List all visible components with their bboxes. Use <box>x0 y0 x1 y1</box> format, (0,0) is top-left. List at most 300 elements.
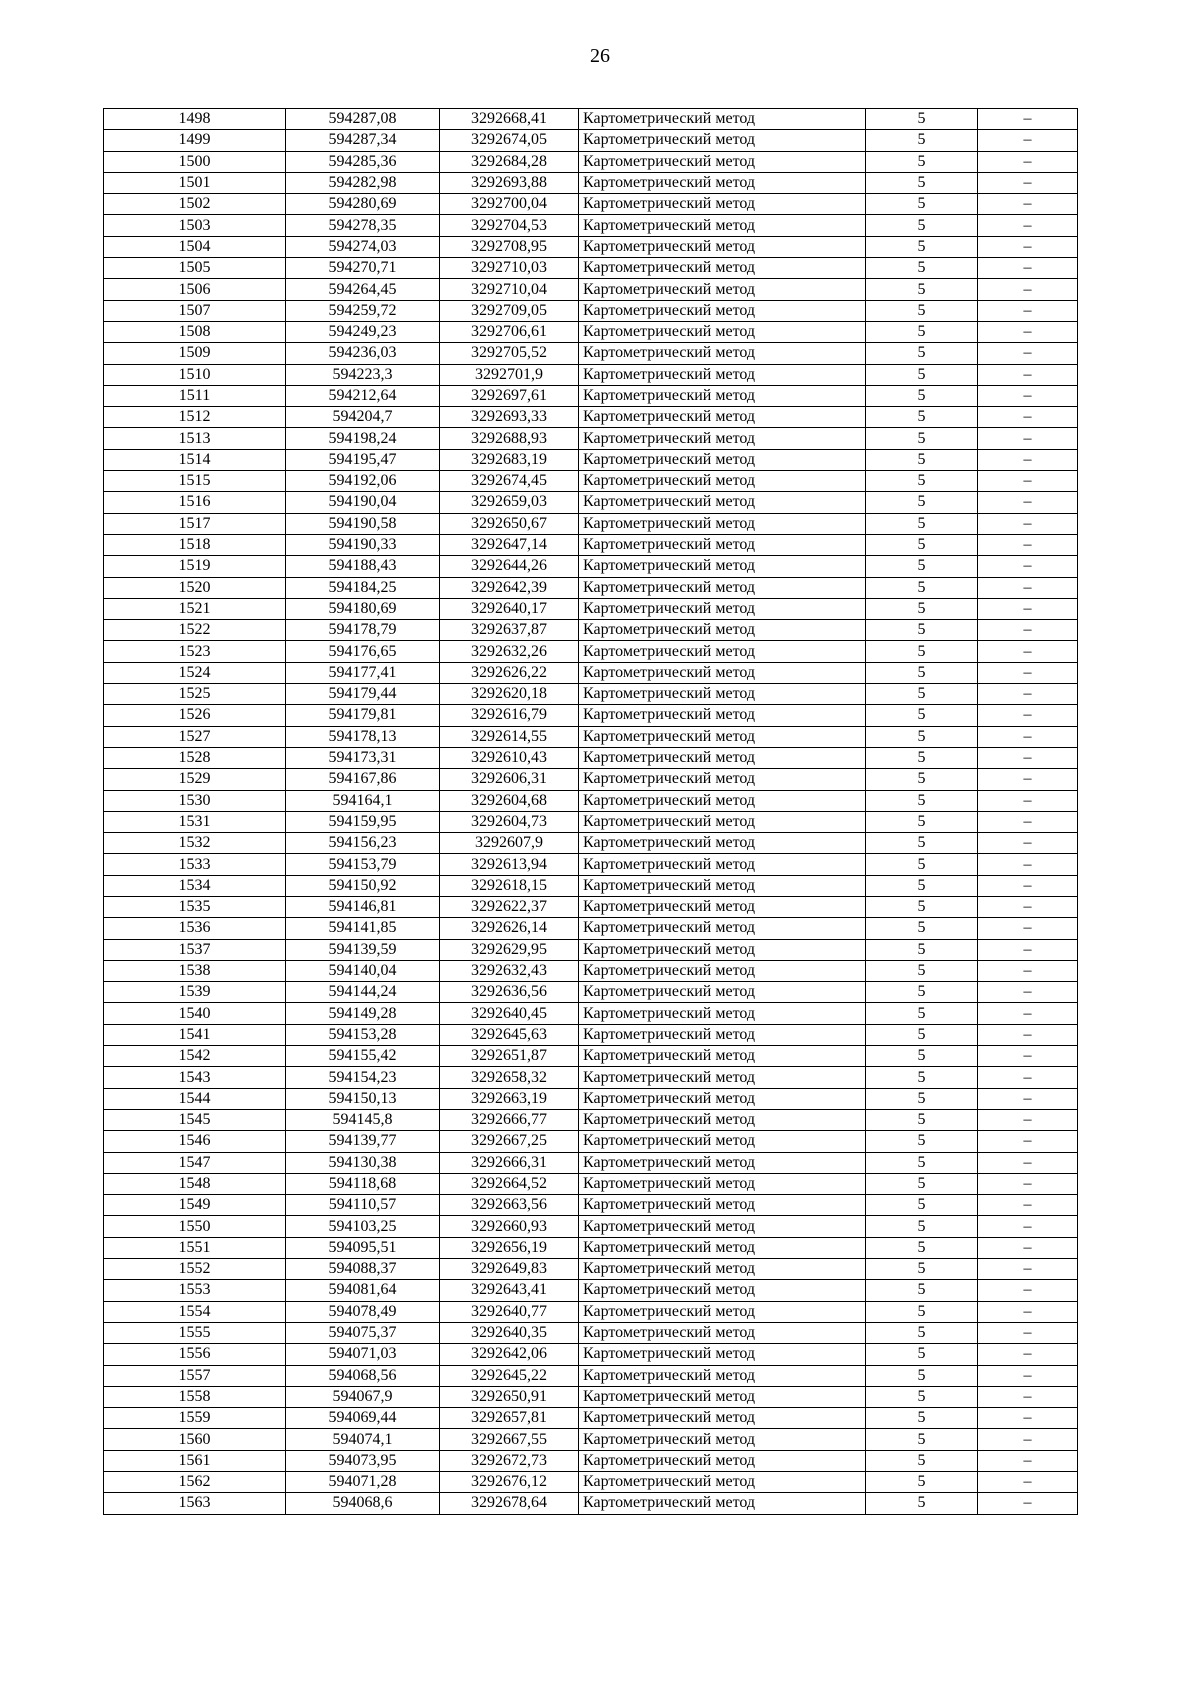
y-coordinate-cell: 3292632,26 <box>440 641 579 662</box>
y-coordinate-cell: 3292693,88 <box>440 172 579 193</box>
table-row <box>104 705 1078 726</box>
x-coordinate-cell: 594146,81 <box>286 896 440 917</box>
method-cell: Картометрический метод <box>579 875 866 896</box>
description-cell: – <box>978 1472 1078 1493</box>
accuracy-cell: 5 <box>866 556 978 577</box>
x-coordinate-cell: 594223,3 <box>286 364 440 385</box>
x-coordinate-cell: 594178,79 <box>286 620 440 641</box>
x-coordinate-cell: 594074,1 <box>286 1429 440 1450</box>
description-cell: – <box>978 1237 1078 1258</box>
method-cell: Картометрический метод <box>579 811 866 832</box>
table-row <box>104 1301 1078 1322</box>
y-coordinate-cell: 3292674,45 <box>440 471 579 492</box>
y-coordinate-cell: 3292650,67 <box>440 513 579 534</box>
method-cell: Картометрический метод <box>579 1088 866 1109</box>
point-number-cell: 1516 <box>104 492 286 513</box>
table-row <box>104 130 1078 151</box>
table-row <box>104 641 1078 662</box>
method-cell: Картометрический метод <box>579 982 866 1003</box>
table-row <box>104 279 1078 300</box>
method-cell: Картометрический метод <box>579 321 866 342</box>
table-row <box>104 1109 1078 1130</box>
accuracy-cell: 5 <box>866 833 978 854</box>
x-coordinate-cell: 594190,33 <box>286 534 440 555</box>
method-cell: Картометрический метод <box>579 577 866 598</box>
y-coordinate-cell: 3292650,91 <box>440 1386 579 1407</box>
description-cell: – <box>978 215 1078 236</box>
y-coordinate-cell: 3292684,28 <box>440 151 579 172</box>
accuracy-cell: 5 <box>866 1067 978 1088</box>
method-cell: Картометрический метод <box>579 364 866 385</box>
method-cell: Картометрический метод <box>579 172 866 193</box>
method-cell: Картометрический метод <box>579 534 866 555</box>
table-row <box>104 726 1078 747</box>
y-coordinate-cell: 3292668,41 <box>440 109 579 130</box>
point-number-cell: 1512 <box>104 407 286 428</box>
description-cell: – <box>978 1493 1078 1514</box>
method-cell: Картометрический метод <box>579 641 866 662</box>
y-coordinate-cell: 3292618,15 <box>440 875 579 896</box>
table-row <box>104 407 1078 428</box>
description-cell: – <box>978 875 1078 896</box>
description-cell: – <box>978 705 1078 726</box>
table-row <box>104 300 1078 321</box>
method-cell: Картометрический метод <box>579 1408 866 1429</box>
accuracy-cell: 5 <box>866 1301 978 1322</box>
method-cell: Картометрический метод <box>579 300 866 321</box>
description-cell: – <box>978 258 1078 279</box>
method-cell: Картометрический метод <box>579 407 866 428</box>
method-cell: Картометрический метод <box>579 769 866 790</box>
accuracy-cell: 5 <box>866 471 978 492</box>
accuracy-cell: 5 <box>866 1493 978 1514</box>
point-number-cell: 1548 <box>104 1173 286 1194</box>
accuracy-cell: 5 <box>866 1450 978 1471</box>
description-cell: – <box>978 1046 1078 1067</box>
accuracy-cell: 5 <box>866 1216 978 1237</box>
method-cell: Картометрический метод <box>579 556 866 577</box>
point-number-cell: 1556 <box>104 1344 286 1365</box>
y-coordinate-cell: 3292616,79 <box>440 705 579 726</box>
method-cell: Картометрический метод <box>579 385 866 406</box>
accuracy-cell: 5 <box>866 321 978 342</box>
method-cell: Картометрический метод <box>579 1472 866 1493</box>
point-number-cell: 1538 <box>104 960 286 981</box>
description-cell: – <box>978 556 1078 577</box>
description-cell: – <box>978 1344 1078 1365</box>
table-row <box>104 1365 1078 1386</box>
table-row <box>104 854 1078 875</box>
point-number-cell: 1503 <box>104 215 286 236</box>
description-cell: – <box>978 1365 1078 1386</box>
x-coordinate-cell: 594150,92 <box>286 875 440 896</box>
accuracy-cell: 5 <box>866 1429 978 1450</box>
accuracy-cell: 5 <box>866 279 978 300</box>
point-number-cell: 1500 <box>104 151 286 172</box>
table-row <box>104 364 1078 385</box>
description-cell: – <box>978 939 1078 960</box>
method-cell: Картометрический метод <box>579 1280 866 1301</box>
description-cell: – <box>978 279 1078 300</box>
accuracy-cell: 5 <box>866 1024 978 1045</box>
x-coordinate-cell: 594180,69 <box>286 598 440 619</box>
accuracy-cell: 5 <box>866 790 978 811</box>
y-coordinate-cell: 3292678,64 <box>440 1493 579 1514</box>
x-coordinate-cell: 594069,44 <box>286 1408 440 1429</box>
point-number-cell: 1535 <box>104 896 286 917</box>
point-number-cell: 1544 <box>104 1088 286 1109</box>
description-cell: – <box>978 747 1078 768</box>
description-cell: – <box>978 407 1078 428</box>
table-row <box>104 1088 1078 1109</box>
point-number-cell: 1522 <box>104 620 286 641</box>
y-coordinate-cell: 3292672,73 <box>440 1450 579 1471</box>
accuracy-cell: 5 <box>866 194 978 215</box>
description-cell: – <box>978 449 1078 470</box>
y-coordinate-cell: 3292647,14 <box>440 534 579 555</box>
y-coordinate-cell: 3292629,95 <box>440 939 579 960</box>
description-cell: – <box>978 960 1078 981</box>
x-coordinate-cell: 594159,95 <box>286 811 440 832</box>
method-cell: Картометрический метод <box>579 684 866 705</box>
description-cell: – <box>978 172 1078 193</box>
accuracy-cell: 5 <box>866 1237 978 1258</box>
y-coordinate-cell: 3292604,68 <box>440 790 579 811</box>
table-row <box>104 939 1078 960</box>
x-coordinate-cell: 594139,59 <box>286 939 440 960</box>
table-row <box>104 492 1078 513</box>
y-coordinate-cell: 3292688,93 <box>440 428 579 449</box>
method-cell: Картометрический метод <box>579 1259 866 1280</box>
accuracy-cell: 5 <box>866 598 978 619</box>
x-coordinate-cell: 594140,04 <box>286 960 440 981</box>
point-number-cell: 1553 <box>104 1280 286 1301</box>
y-coordinate-cell: 3292674,05 <box>440 130 579 151</box>
y-coordinate-cell: 3292666,77 <box>440 1109 579 1130</box>
y-coordinate-cell: 3292693,33 <box>440 407 579 428</box>
point-number-cell: 1555 <box>104 1322 286 1343</box>
point-number-cell: 1531 <box>104 811 286 832</box>
table-row <box>104 1173 1078 1194</box>
description-cell: – <box>978 321 1078 342</box>
x-coordinate-cell: 594212,64 <box>286 385 440 406</box>
method-cell: Картометрический метод <box>579 854 866 875</box>
method-cell: Картометрический метод <box>579 705 866 726</box>
y-coordinate-cell: 3292657,81 <box>440 1408 579 1429</box>
accuracy-cell: 5 <box>866 1046 978 1067</box>
point-number-cell: 1498 <box>104 109 286 130</box>
accuracy-cell: 5 <box>866 1152 978 1173</box>
point-number-cell: 1546 <box>104 1131 286 1152</box>
y-coordinate-cell: 3292642,39 <box>440 577 579 598</box>
description-cell: – <box>978 1301 1078 1322</box>
method-cell: Картометрический метод <box>579 790 866 811</box>
y-coordinate-cell: 3292613,94 <box>440 854 579 875</box>
y-coordinate-cell: 3292666,31 <box>440 1152 579 1173</box>
table-row <box>104 1429 1078 1450</box>
accuracy-cell: 5 <box>866 577 978 598</box>
accuracy-cell: 5 <box>866 109 978 130</box>
x-coordinate-cell: 594088,37 <box>286 1259 440 1280</box>
table-row <box>104 960 1078 981</box>
description-cell: – <box>978 236 1078 257</box>
method-cell: Картометрический метод <box>579 896 866 917</box>
point-number-cell: 1562 <box>104 1472 286 1493</box>
x-coordinate-cell: 594287,34 <box>286 130 440 151</box>
point-number-cell: 1518 <box>104 534 286 555</box>
y-coordinate-cell: 3292606,31 <box>440 769 579 790</box>
point-number-cell: 1549 <box>104 1195 286 1216</box>
y-coordinate-cell: 3292705,52 <box>440 343 579 364</box>
accuracy-cell: 5 <box>866 258 978 279</box>
table-row <box>104 534 1078 555</box>
table-row <box>104 1024 1078 1045</box>
y-coordinate-cell: 3292656,19 <box>440 1237 579 1258</box>
x-coordinate-cell: 594153,79 <box>286 854 440 875</box>
x-coordinate-cell: 594178,13 <box>286 726 440 747</box>
x-coordinate-cell: 594259,72 <box>286 300 440 321</box>
y-coordinate-cell: 3292607,9 <box>440 833 579 854</box>
table-row <box>104 1259 1078 1280</box>
description-cell: – <box>978 1322 1078 1343</box>
x-coordinate-cell: 594190,58 <box>286 513 440 534</box>
description-cell: – <box>978 151 1078 172</box>
point-number-cell: 1527 <box>104 726 286 747</box>
x-coordinate-cell: 594149,28 <box>286 1003 440 1024</box>
method-cell: Картометрический метод <box>579 279 866 300</box>
point-number-cell: 1543 <box>104 1067 286 1088</box>
y-coordinate-cell: 3292622,37 <box>440 896 579 917</box>
accuracy-cell: 5 <box>866 513 978 534</box>
x-coordinate-cell: 594110,57 <box>286 1195 440 1216</box>
x-coordinate-cell: 594190,04 <box>286 492 440 513</box>
description-cell: – <box>978 1067 1078 1088</box>
accuracy-cell: 5 <box>866 982 978 1003</box>
point-number-cell: 1530 <box>104 790 286 811</box>
description-cell: – <box>978 130 1078 151</box>
x-coordinate-cell: 594095,51 <box>286 1237 440 1258</box>
x-coordinate-cell: 594145,8 <box>286 1109 440 1130</box>
method-cell: Картометрический метод <box>579 1429 866 1450</box>
coordinates-table-body <box>104 109 1078 1515</box>
y-coordinate-cell: 3292700,04 <box>440 194 579 215</box>
accuracy-cell: 5 <box>866 492 978 513</box>
table-row <box>104 321 1078 342</box>
x-coordinate-cell: 594249,23 <box>286 321 440 342</box>
point-number-cell: 1505 <box>104 258 286 279</box>
table-row <box>104 1493 1078 1514</box>
accuracy-cell: 5 <box>866 875 978 896</box>
description-cell: – <box>978 896 1078 917</box>
point-number-cell: 1558 <box>104 1386 286 1407</box>
accuracy-cell: 5 <box>866 1088 978 1109</box>
table-row <box>104 598 1078 619</box>
method-cell: Картометрический метод <box>579 492 866 513</box>
y-coordinate-cell: 3292626,22 <box>440 662 579 683</box>
x-coordinate-cell: 594167,86 <box>286 769 440 790</box>
method-cell: Картометрический метод <box>579 1067 866 1088</box>
description-cell: – <box>978 300 1078 321</box>
accuracy-cell: 5 <box>866 662 978 683</box>
point-number-cell: 1540 <box>104 1003 286 1024</box>
method-cell: Картометрический метод <box>579 343 866 364</box>
table-row <box>104 471 1078 492</box>
point-number-cell: 1552 <box>104 1259 286 1280</box>
description-cell: – <box>978 1109 1078 1130</box>
table-row <box>104 236 1078 257</box>
table-row <box>104 1152 1078 1173</box>
y-coordinate-cell: 3292704,53 <box>440 215 579 236</box>
accuracy-cell: 5 <box>866 1003 978 1024</box>
y-coordinate-cell: 3292604,73 <box>440 811 579 832</box>
y-coordinate-cell: 3292676,12 <box>440 1472 579 1493</box>
description-cell: – <box>978 1152 1078 1173</box>
accuracy-cell: 5 <box>866 747 978 768</box>
y-coordinate-cell: 3292649,83 <box>440 1259 579 1280</box>
y-coordinate-cell: 3292709,05 <box>440 300 579 321</box>
point-number-cell: 1560 <box>104 1429 286 1450</box>
point-number-cell: 1554 <box>104 1301 286 1322</box>
point-number-cell: 1559 <box>104 1408 286 1429</box>
x-coordinate-cell: 594285,36 <box>286 151 440 172</box>
y-coordinate-cell: 3292640,77 <box>440 1301 579 1322</box>
description-cell: – <box>978 1408 1078 1429</box>
description-cell: – <box>978 641 1078 662</box>
x-coordinate-cell: 594179,81 <box>286 705 440 726</box>
y-coordinate-cell: 3292640,45 <box>440 1003 579 1024</box>
table-row <box>104 1408 1078 1429</box>
y-coordinate-cell: 3292640,17 <box>440 598 579 619</box>
method-cell: Картометрический метод <box>579 1301 866 1322</box>
accuracy-cell: 5 <box>866 1259 978 1280</box>
description-cell: – <box>978 833 1078 854</box>
accuracy-cell: 5 <box>866 407 978 428</box>
table-row <box>104 833 1078 854</box>
point-number-cell: 1550 <box>104 1216 286 1237</box>
x-coordinate-cell: 594177,41 <box>286 662 440 683</box>
accuracy-cell: 5 <box>866 641 978 662</box>
table-row <box>104 1216 1078 1237</box>
point-number-cell: 1506 <box>104 279 286 300</box>
description-cell: – <box>978 598 1078 619</box>
description-cell: – <box>978 790 1078 811</box>
accuracy-cell: 5 <box>866 960 978 981</box>
accuracy-cell: 5 <box>866 1280 978 1301</box>
x-coordinate-cell: 594081,64 <box>286 1280 440 1301</box>
point-number-cell: 1525 <box>104 684 286 705</box>
y-coordinate-cell: 3292626,14 <box>440 918 579 939</box>
point-number-cell: 1528 <box>104 747 286 768</box>
y-coordinate-cell: 3292667,55 <box>440 1429 579 1450</box>
point-number-cell: 1561 <box>104 1450 286 1471</box>
x-coordinate-cell: 594130,38 <box>286 1152 440 1173</box>
y-coordinate-cell: 3292642,06 <box>440 1344 579 1365</box>
accuracy-cell: 5 <box>866 300 978 321</box>
point-number-cell: 1501 <box>104 172 286 193</box>
x-coordinate-cell: 594164,1 <box>286 790 440 811</box>
point-number-cell: 1523 <box>104 641 286 662</box>
x-coordinate-cell: 594270,71 <box>286 258 440 279</box>
method-cell: Картометрический метод <box>579 1344 866 1365</box>
table-row <box>104 769 1078 790</box>
accuracy-cell: 5 <box>866 1344 978 1365</box>
x-coordinate-cell: 594067,9 <box>286 1386 440 1407</box>
y-coordinate-cell: 3292632,43 <box>440 960 579 981</box>
x-coordinate-cell: 594071,03 <box>286 1344 440 1365</box>
table-row <box>104 982 1078 1003</box>
point-number-cell: 1539 <box>104 982 286 1003</box>
point-number-cell: 1547 <box>104 1152 286 1173</box>
description-cell: – <box>978 385 1078 406</box>
accuracy-cell: 5 <box>866 811 978 832</box>
accuracy-cell: 5 <box>866 1472 978 1493</box>
x-coordinate-cell: 594179,44 <box>286 684 440 705</box>
point-number-cell: 1524 <box>104 662 286 683</box>
y-coordinate-cell: 3292620,18 <box>440 684 579 705</box>
method-cell: Картометрический метод <box>579 428 866 449</box>
method-cell: Картометрический метод <box>579 236 866 257</box>
point-number-cell: 1529 <box>104 769 286 790</box>
y-coordinate-cell: 3292697,61 <box>440 385 579 406</box>
description-cell: – <box>978 513 1078 534</box>
description-cell: – <box>978 471 1078 492</box>
description-cell: – <box>978 194 1078 215</box>
method-cell: Картометрический метод <box>579 109 866 130</box>
table-row <box>104 1067 1078 1088</box>
y-coordinate-cell: 3292636,56 <box>440 982 579 1003</box>
accuracy-cell: 5 <box>866 449 978 470</box>
method-cell: Картометрический метод <box>579 258 866 279</box>
table-row <box>104 1046 1078 1067</box>
method-cell: Картометрический метод <box>579 1003 866 1024</box>
table-row <box>104 1472 1078 1493</box>
description-cell: – <box>978 1280 1078 1301</box>
accuracy-cell: 5 <box>866 364 978 385</box>
x-coordinate-cell: 594264,45 <box>286 279 440 300</box>
accuracy-cell: 5 <box>866 1322 978 1343</box>
accuracy-cell: 5 <box>866 705 978 726</box>
method-cell: Картометрический метод <box>579 151 866 172</box>
point-number-cell: 1521 <box>104 598 286 619</box>
table-row <box>104 1131 1078 1152</box>
y-coordinate-cell: 3292651,87 <box>440 1046 579 1067</box>
method-cell: Картометрический метод <box>579 726 866 747</box>
point-number-cell: 1536 <box>104 918 286 939</box>
x-coordinate-cell: 594188,43 <box>286 556 440 577</box>
x-coordinate-cell: 594198,24 <box>286 428 440 449</box>
table-row <box>104 449 1078 470</box>
table-row <box>104 747 1078 768</box>
point-number-cell: 1520 <box>104 577 286 598</box>
method-cell: Картометрический метод <box>579 960 866 981</box>
accuracy-cell: 5 <box>866 1386 978 1407</box>
method-cell: Картометрический метод <box>579 1173 866 1194</box>
table-row <box>104 109 1078 130</box>
table-row <box>104 343 1078 364</box>
method-cell: Картометрический метод <box>579 1131 866 1152</box>
x-coordinate-cell: 594068,6 <box>286 1493 440 1514</box>
y-coordinate-cell: 3292643,41 <box>440 1280 579 1301</box>
method-cell: Картометрический метод <box>579 1195 866 1216</box>
method-cell: Картометрический метод <box>579 1493 866 1514</box>
description-cell: – <box>978 1088 1078 1109</box>
description-cell: – <box>978 769 1078 790</box>
point-number-cell: 1519 <box>104 556 286 577</box>
description-cell: – <box>978 684 1078 705</box>
accuracy-cell: 5 <box>866 385 978 406</box>
y-coordinate-cell: 3292610,43 <box>440 747 579 768</box>
y-coordinate-cell: 3292683,19 <box>440 449 579 470</box>
